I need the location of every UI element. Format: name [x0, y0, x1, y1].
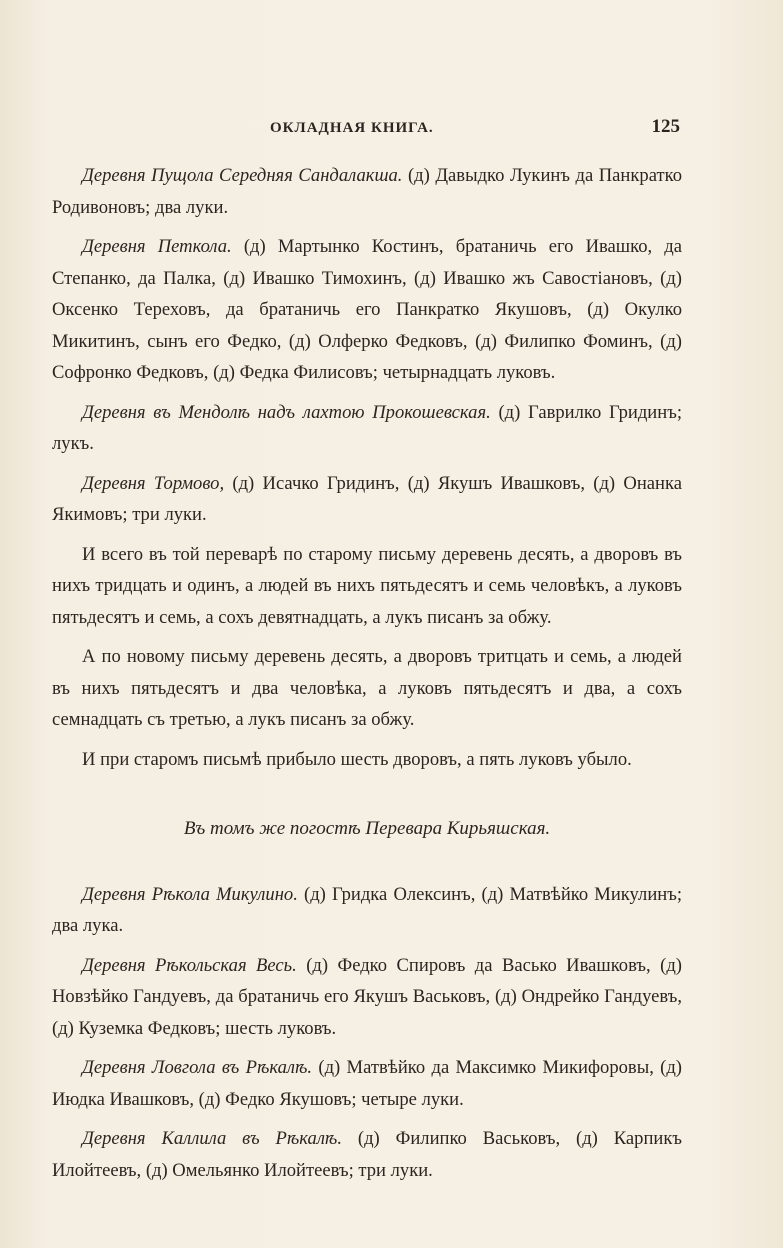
paragraph-text: (д) Гридка Олексинъ, (д) Матвѣйко Микулинъ; два лука.: [52, 883, 682, 936]
village-name: Деревня Ловгола въ Рѣкалѣ.: [82, 1057, 313, 1078]
paragraph: [52, 1123, 682, 1186]
paragraph: [52, 1052, 682, 1115]
village-name: Деревня въ Мендолѣ надъ лахтою Прокошевская.: [82, 401, 491, 423]
paragraph-text: (д) Гаврилко Гридинъ; лукъ.: [52, 401, 682, 454]
village-name: Деревня Каллила въ Рѣкалѣ.: [82, 1128, 342, 1149]
village-name: Деревня Рѣкола Микулино.: [82, 883, 298, 905]
village-name: Деревня Петкола.: [82, 236, 232, 257]
paragraph-text: (д) Исачко Гридинъ, (д) Якушъ Ивашковъ, (д) Онанка Якимовъ; три луки.: [52, 472, 682, 525]
paragraph-text: (д) Филипко Васьковъ, (д) Карпикъ Илойтеевъ, (д) Омельянко Илойтеевъ; три луки.: [52, 1128, 683, 1181]
paragraph: [52, 231, 682, 389]
paragraph: [52, 160, 682, 223]
paragraph: [52, 879, 682, 942]
paragraph-text: (д) Мартынко Костинъ, братаничь его Ивашко, да Степанко, да Палка, (д) Ивашко Тимохинъ, (д) Ивашко жъ Савостіановъ, (д) Оксенко Тереховъ, да братаничь его Панкратко Якушовъ, (д) Окулко Микитинъ, сынъ его Федко, (д) Олферко Федковъ, (д) Филипко Фоминъ, (д) Софронко Федковъ, (д) Федка Филисовъ; четырнадцать луковъ.: [52, 236, 682, 383]
village-name: Деревня Тормово,: [82, 472, 225, 494]
paragraph-text: (д) Федко Спировъ да Васько Ивашковъ, (д) Новзѣйко Гандуевъ, да братаничь его Якушъ Васьковъ, (д) Ондрейко Гандуевъ, (д) Куземка Федковъ; шесть луковъ.: [52, 954, 682, 1039]
summary-paragraph: А по новому письму деревень десять, а дворовъ тритцать и семь, а людей въ нихъ пятьдесятъ и два человѣка, а луковъ пятьдесятъ и два, а сохъ семнадцать съ третью, а лукъ писанъ за обжу.: [52, 646, 682, 730]
paragraph: [52, 468, 682, 531]
village-name: Деревня Рѣкольская Весь.: [82, 954, 297, 976]
paragraph: [52, 950, 682, 1045]
paragraph-text: (д) Матвѣйко да Максимко Микифоровы, (д) Июдка Ивашковъ, (д) Федко Якушовъ; четыре луки.: [52, 1057, 682, 1110]
paragraph: [52, 397, 682, 460]
page-header: [52, 116, 684, 144]
page-number: 125: [651, 116, 680, 137]
page-body: [52, 160, 682, 1194]
village-name: Деревня Пущола Середняя Сандалакша.: [82, 165, 403, 186]
summary-paragraph: И всего въ той переварѣ по старому письму деревень десять, а дворовъ въ нихъ тридцать и одинъ, а людей въ нихъ пятьдесятъ и семь человѣкъ, а луковъ пятьдесятъ и семь, а сохъ девятнадцать, а лукъ писанъ за обжу.: [52, 543, 682, 628]
running-title: ОКЛАДНАЯ КНИГА.: [270, 120, 434, 136]
paragraph-text: (д) Давыдко Лукинъ да Панкратко Родивоновъ; два луки.: [52, 165, 682, 218]
section-heading: Въ томъ же погостѣ Перевара Кирьяшская.: [183, 818, 551, 839]
summary-paragraph: И при старомъ письмѣ прибыло шесть дворовъ, а пять луковъ убыло.: [82, 748, 632, 770]
